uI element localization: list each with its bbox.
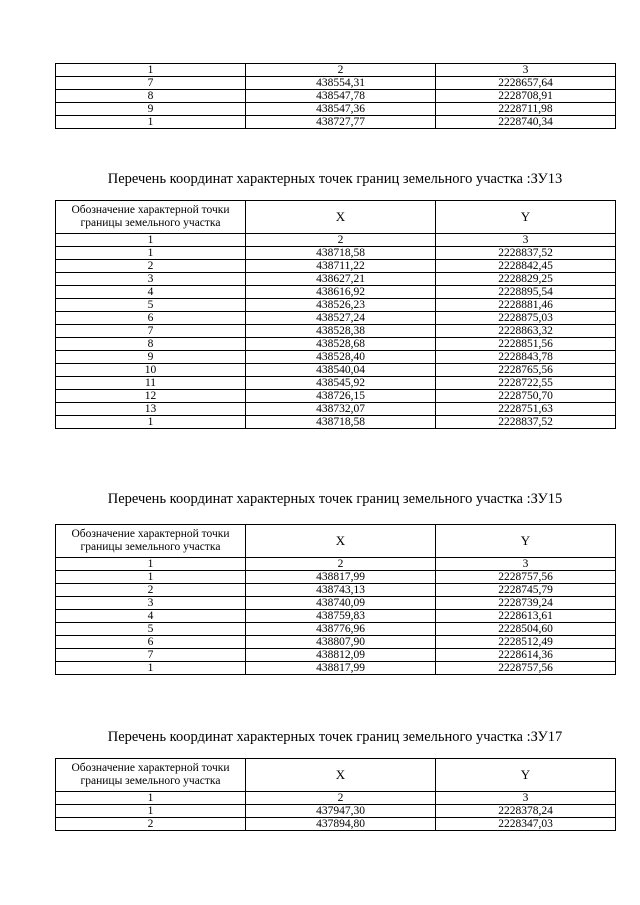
table-cell: 2228851,56 — [436, 338, 616, 351]
table-cell: 2 — [246, 558, 436, 571]
table-row — [56, 247, 616, 260]
table-cell: 12 — [56, 390, 246, 403]
table-cell: 3 — [436, 792, 616, 805]
table-cell: 3 — [436, 558, 616, 571]
table-cell: 3 — [436, 234, 616, 247]
table-row — [56, 77, 616, 90]
table-cell: 2228512,49 — [436, 636, 616, 649]
section-title: Перечень координат характерных точек границ земельного участка :ЗУ15 — [107, 491, 563, 507]
header-point-label: Обозначение характерной точки границы земельного участка — [56, 759, 246, 792]
table-cell: 437947,30 — [246, 805, 436, 818]
table-cell: 438812,09 — [246, 649, 436, 662]
table-cell: 2228757,56 — [436, 571, 616, 584]
table-cell: 7 — [56, 325, 246, 338]
table-cell: 2228837,52 — [436, 247, 616, 260]
table-row — [56, 597, 616, 610]
table-header-row — [56, 759, 616, 792]
table-row — [56, 273, 616, 286]
table-cell: 2 — [56, 584, 246, 597]
table-cell: 6 — [56, 312, 246, 325]
table-cell: 437894,80 — [246, 818, 436, 831]
table-cell: 9 — [56, 103, 246, 116]
table-cell: 2228711,98 — [436, 103, 616, 116]
table-row — [56, 636, 616, 649]
table-cell: 438547,78 — [246, 90, 436, 103]
table-cell: 438807,90 — [246, 636, 436, 649]
table-cell: 1 — [56, 792, 246, 805]
table-cell: 2228740,34 — [436, 116, 616, 129]
table-cell: 438627,21 — [246, 273, 436, 286]
table-row — [56, 299, 616, 312]
header-y: Y — [436, 525, 616, 558]
table-cell: 2228895,54 — [436, 286, 616, 299]
table-row — [56, 792, 616, 805]
table-row — [56, 662, 616, 675]
table-row — [56, 364, 616, 377]
table-row — [56, 584, 616, 597]
table-row — [56, 818, 616, 831]
table-row — [56, 338, 616, 351]
table-cell: 438732,07 — [246, 403, 436, 416]
table-cell: 4 — [56, 610, 246, 623]
table-cell: 438526,23 — [246, 299, 436, 312]
table-cell: 5 — [56, 623, 246, 636]
table-cell: 8 — [56, 338, 246, 351]
header-x: X — [246, 525, 436, 558]
table-cell: 2228739,24 — [436, 597, 616, 610]
table-cell: 2 — [246, 792, 436, 805]
table-row — [56, 351, 616, 364]
table-cell: 2228614,36 — [436, 649, 616, 662]
table-cell: 1 — [56, 805, 246, 818]
table-cell: 438817,99 — [246, 571, 436, 584]
header-y: Y — [436, 759, 616, 792]
table-cell: 2 — [56, 260, 246, 273]
table-cell: 438528,68 — [246, 338, 436, 351]
table-cell: 2 — [246, 234, 436, 247]
table-cell: 438718,58 — [246, 247, 436, 260]
table-header-row — [56, 525, 616, 558]
table-cell: 10 — [56, 364, 246, 377]
table-cell: 3 — [436, 64, 616, 77]
table-cell: 2228750,70 — [436, 390, 616, 403]
table-cell: 438740,09 — [246, 597, 436, 610]
table-cell: 2228837,52 — [436, 416, 616, 429]
table-cell: 5 — [56, 299, 246, 312]
table-cell: 8 — [56, 90, 246, 103]
table-cell: 438759,83 — [246, 610, 436, 623]
coordinates-table — [55, 524, 615, 675]
table-row — [56, 649, 616, 662]
table-row — [56, 286, 616, 299]
table-row — [56, 103, 616, 116]
table-cell: 1 — [56, 64, 246, 77]
table-row — [56, 116, 616, 129]
table-cell: 438718,58 — [246, 416, 436, 429]
table-cell: 438527,24 — [246, 312, 436, 325]
header-point-label: Обозначение характерной точки границы земельного участка — [56, 201, 246, 234]
table-cell: 438528,38 — [246, 325, 436, 338]
table-cell: 2228745,79 — [436, 584, 616, 597]
table-cell: 3 — [56, 273, 246, 286]
table-cell: 6 — [56, 636, 246, 649]
table-cell: 3 — [56, 597, 246, 610]
table-cell: 2228875,03 — [436, 312, 616, 325]
table-cell: 1 — [56, 116, 246, 129]
table-cell: 438528,40 — [246, 351, 436, 364]
table-cell: 2228751,63 — [436, 403, 616, 416]
table-cell: 438727,77 — [246, 116, 436, 129]
table-row — [56, 623, 616, 636]
table-row — [56, 64, 616, 77]
section-title: Перечень координат характерных точек границ земельного участка :ЗУ13 — [107, 171, 563, 187]
table-cell: 13 — [56, 403, 246, 416]
table-cell: 2228757,56 — [436, 662, 616, 675]
table-cell: 1 — [56, 247, 246, 260]
table-row — [56, 377, 616, 390]
table-row — [56, 558, 616, 571]
table-row — [56, 312, 616, 325]
table-cell: 1 — [56, 558, 246, 571]
table-cell: 2228842,45 — [436, 260, 616, 273]
table-cell: 2228347,03 — [436, 818, 616, 831]
table-cell: 1 — [56, 662, 246, 675]
table-cell: 438711,22 — [246, 260, 436, 273]
table-cell: 2228843,78 — [436, 351, 616, 364]
table-row — [56, 234, 616, 247]
table-cell: 2228765,56 — [436, 364, 616, 377]
table-cell: 11 — [56, 377, 246, 390]
table-cell: 2 — [246, 64, 436, 77]
table-cell: 438545,92 — [246, 377, 436, 390]
continued-coordinates-table — [55, 63, 615, 129]
table-row — [56, 403, 616, 416]
table-cell: 438540,04 — [246, 364, 436, 377]
table-cell: 2228829,25 — [436, 273, 616, 286]
table-header-row — [56, 201, 616, 234]
table-cell: 1 — [56, 571, 246, 584]
table-cell: 2228657,64 — [436, 77, 616, 90]
table-row — [56, 260, 616, 273]
table-cell: 4 — [56, 286, 246, 299]
header-x: X — [246, 759, 436, 792]
table-cell: 1 — [56, 234, 246, 247]
table-cell: 438743,13 — [246, 584, 436, 597]
table-cell: 438547,36 — [246, 103, 436, 116]
table-cell: 438817,99 — [246, 662, 436, 675]
coordinates-table — [55, 758, 615, 831]
table-cell: 2228613,61 — [436, 610, 616, 623]
table-row — [56, 805, 616, 818]
table-cell: 9 — [56, 351, 246, 364]
table-cell: 438554,31 — [246, 77, 436, 90]
header-y: Y — [436, 201, 616, 234]
table-cell: 438726,15 — [246, 390, 436, 403]
table-cell: 2228708,91 — [436, 90, 616, 103]
table-row — [56, 416, 616, 429]
table-cell: 2228722,55 — [436, 377, 616, 390]
table-cell: 7 — [56, 77, 246, 90]
table-row — [56, 610, 616, 623]
table-row — [56, 325, 616, 338]
header-x: X — [246, 201, 436, 234]
table-row — [56, 90, 616, 103]
table-cell: 2228863,32 — [436, 325, 616, 338]
coordinates-table — [55, 200, 615, 429]
table-cell: 2 — [56, 818, 246, 831]
table-row — [56, 390, 616, 403]
header-point-label: Обозначение характерной точки границы земельного участка — [56, 525, 246, 558]
table-cell: 438776,96 — [246, 623, 436, 636]
table-cell: 2228504,60 — [436, 623, 616, 636]
table-cell: 7 — [56, 649, 246, 662]
table-cell: 2228378,24 — [436, 805, 616, 818]
table-row — [56, 571, 616, 584]
table-cell: 438616,92 — [246, 286, 436, 299]
table-cell: 2228881,46 — [436, 299, 616, 312]
section-title: Перечень координат характерных точек границ земельного участка :ЗУ17 — [107, 729, 563, 745]
table-cell: 1 — [56, 416, 246, 429]
